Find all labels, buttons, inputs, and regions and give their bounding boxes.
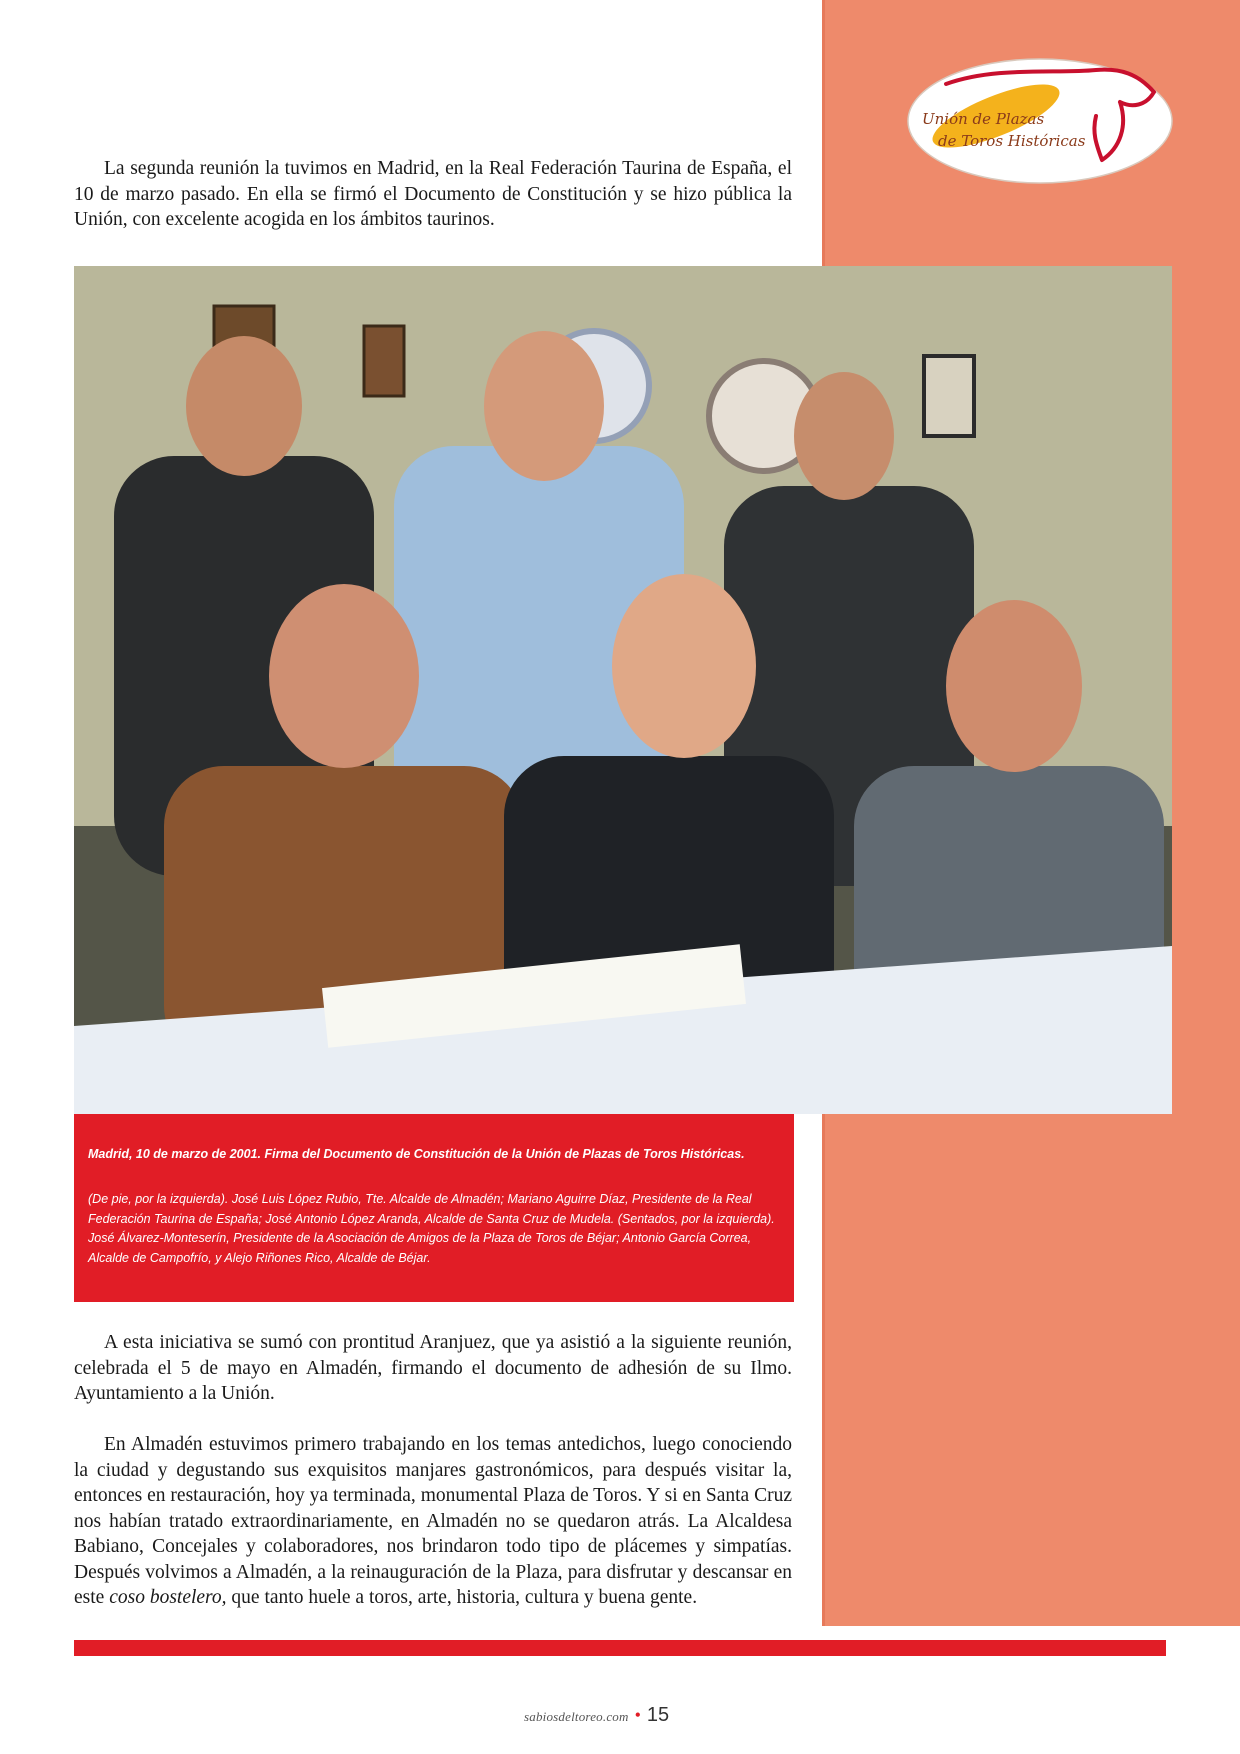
footer-site: sabiosdeltoreo.com bbox=[524, 1709, 629, 1724]
almaden-text-before: En Almadén estuvimos primero trabajando en los temas antedichos, luego conociendo la ciudad y degustando sus exquisitos manjares gastronómicos, para después visitar la, entonces en restauración, hoy ya terminada, monumental Plaza de Toros. Y si en Santa Cruz nos habían tratado extraordinariamente, en Almadén no se quedaron atrás. La Alcaldesa Babiano, Concejales y colaboradores, nos brindaron todo tipo de plácemes y simpatías. Después volvimos a Almadén, a la reinauguración de la Plaza, para disfrutar y descansar en este bbox=[74, 1434, 792, 1608]
paragraph-aranjuez: A esta iniciativa se sumó con prontitud Aranjuez, que ya asistió a la siguiente reunión, celebrada el 5 de mayo en Almadén, firmando el documento de adhesión de su Ilmo. Ayuntamiento a la Unión. bbox=[74, 1332, 792, 1404]
union-plazas-logo bbox=[906, 56, 1174, 186]
page-footer bbox=[524, 1704, 669, 1734]
footer-bullet-icon: • bbox=[634, 1705, 641, 1725]
logo-line-2: de Toros Históricas bbox=[938, 132, 1086, 150]
paragraph-almaden bbox=[74, 1432, 792, 1611]
caption-title: Madrid, 10 de marzo de 2001. Firma del Documento de Constitución de la Unión de Plazas de Toros Históricas. bbox=[88, 1147, 745, 1161]
logo-line-1: Unión de Plazas bbox=[922, 110, 1045, 128]
almaden-text-after: que tanto huele a toros, arte, historia, cultura y buena gente. bbox=[226, 1587, 698, 1608]
almaden-text-italic: coso bostelero, bbox=[109, 1587, 227, 1608]
caption-body: (De pie, por la izquierda). José Luis López Rubio, Tte. Alcalde de Almadén; Mariano Aguirre Díaz, Presidente de la Real Federación Taurina de España; José Antonio López Aranda, Alcalde de Santa Cruz de Mudela. (Sentados, por la izquierda). José Álvarez-Monteserín, Presidente de la Asociación de Amigos de la Plaza de Toros de Béjar; Antonio García Correa, Alcalde de Campofrío, y Alejo Riñones Rico, Alcalde de Béjar. bbox=[88, 1192, 775, 1265]
group-photo bbox=[74, 266, 1172, 1114]
paragraph-intro: La segunda reunión la tuvimos en Madrid, en la Real Federación Taurina de España, el 10 de marzo pasado. En ella se firmó el Documento de Constitución y se hizo pública la Unión, con excelente acogida en los ámbitos taurinos. bbox=[74, 158, 792, 230]
photo-caption bbox=[74, 1114, 794, 1302]
footer-red-bar bbox=[74, 1640, 1166, 1656]
page-number: 15 bbox=[646, 1704, 670, 1726]
